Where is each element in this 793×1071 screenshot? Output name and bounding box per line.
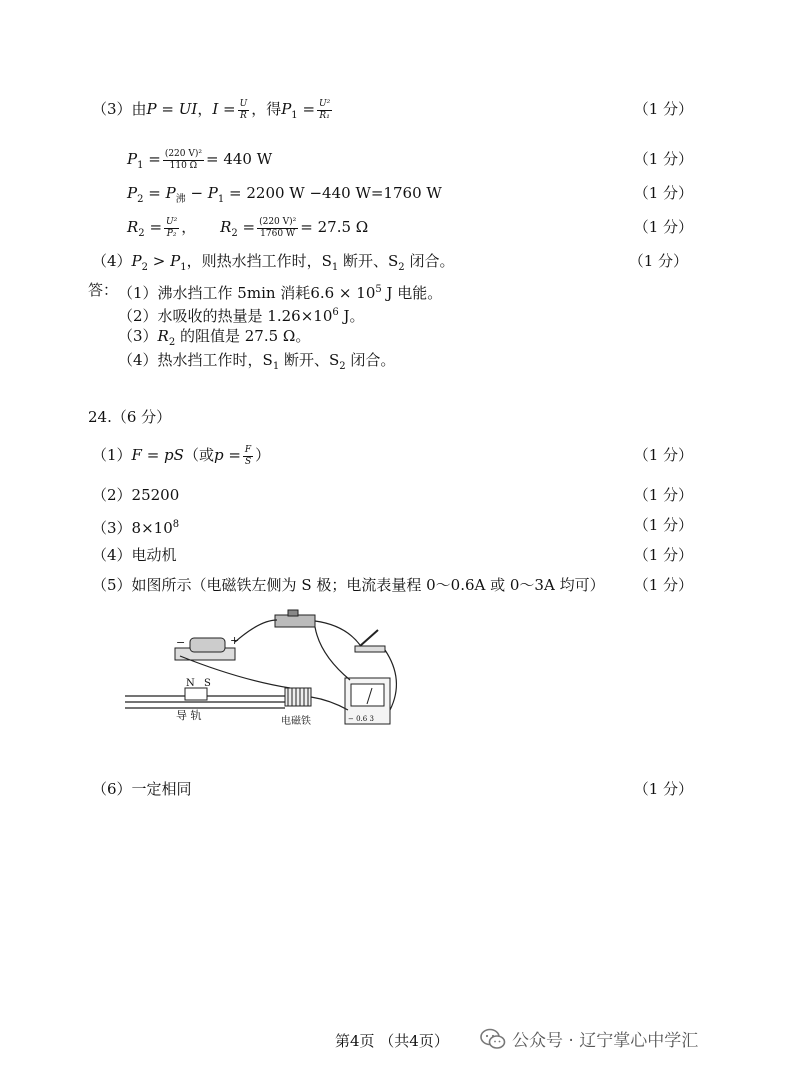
wechat-icon (480, 1028, 506, 1050)
switch-lever (360, 630, 378, 646)
q24-s3-text: $(3)8\times 10^8$ (92, 519, 180, 537)
ammeter-scale: − 0.6 3 (348, 715, 374, 723)
answer-line-4 (0, 347, 793, 373)
score: （1 分） (633, 150, 693, 168)
wire-battery-coil (180, 656, 290, 688)
score: （1 分） (633, 100, 693, 118)
magnet-s-label: S (204, 678, 211, 689)
q23-part3-line (0, 96, 793, 122)
score: （1 分） (633, 516, 693, 534)
q24-s6-line (0, 776, 793, 802)
answer-3: $(3)R_2$ 的阻值是 27.5 Ω。 (118, 327, 311, 348)
wire-rheostat-ammeter (315, 627, 350, 680)
circuit-diagram (120, 600, 420, 740)
score: （1 分） (633, 218, 693, 236)
q24-s5-line (0, 572, 793, 598)
battery-minus: − (176, 636, 186, 649)
q24-s4-text: （4）电动机 (92, 546, 177, 564)
switch-base (355, 646, 385, 652)
score: （1 分） (633, 486, 693, 504)
wire-battery-rheostat (235, 620, 277, 642)
p2-equation: $P_2 = P_沸 - P_1 = 2200$ W −440 W=1760 W (127, 184, 442, 205)
battery (190, 638, 225, 652)
answer-1: （1）沸水挡工作 5min 消耗$6.6 \times 10^5$ J 电能。 (118, 284, 443, 302)
q24-s6-text: （6）一定相同 (92, 780, 192, 798)
q23-p1-line (0, 146, 793, 172)
q24-s3-line (0, 512, 793, 538)
rail-label: 导 轨 (176, 709, 202, 722)
score: （1 分） (633, 184, 693, 202)
r2-equation: $R_2$ = $\frac{\text{U²}}{\text{P₂}}$ ， $R_2$ = $\frac{\text{(220 V)²}}{1760 W}$ = 27.5 Ω (127, 216, 369, 239)
answer-2: （2）水吸收的热量是 $1.26\times 10^6$ J。 (118, 307, 365, 325)
score: （1 分） (633, 780, 693, 798)
rheostat (275, 615, 315, 627)
q24-s2-text: （2）25200 (92, 486, 180, 504)
q24-header: 24.（6 分） (88, 408, 172, 426)
q24-s1-text: （1）F = pS（或p = $\frac{F}{S}$ ） (92, 444, 271, 467)
magnet-block (185, 688, 207, 700)
q24-header-line (0, 404, 793, 430)
q24-s1-line (0, 442, 793, 468)
answer-line-3 (0, 323, 793, 349)
electromagnet-label: 电磁铁 (281, 716, 311, 727)
p1-equation: $P_1$ = $\frac{\text{(220 V)²}}{110 \Omega}$ = 440 W (127, 148, 273, 171)
wire-coil-ammeter (311, 697, 348, 710)
q23-p2-line (0, 180, 793, 206)
page-number: 第4页 （共4页） (335, 1032, 449, 1050)
q24-s2-line (0, 482, 793, 508)
q23-r2-line (0, 214, 793, 240)
magnet-n-label: N (186, 678, 195, 689)
q24-s4-line (0, 542, 793, 568)
score: （1 分） (633, 546, 693, 564)
answer-4: （4）热水挡工作时，$S_1$ 断开、$S_2$ 闭合。 (118, 351, 396, 372)
wire-rheostat-switch (315, 621, 360, 645)
score: （1 分） (633, 576, 693, 594)
rheostat-slider (288, 610, 298, 616)
battery-plus: + (230, 634, 240, 647)
q23-part4-text: $(4)P_2 > P_1$，则热水挡工作时，$S_1$ 断开、$S_2$ 闭合。 (92, 252, 455, 273)
q24-s5-text: （5）如图所示（电磁铁左侧为 S 极；电流表量程 0～0.6A 或 0～3A 均可） (92, 576, 605, 594)
q23-part4-line (0, 248, 793, 274)
q23-part3-formula: （3）由P = UI，I = $\frac{U}{R}$ ，得$P_1$ = $\frac{\text{U²}}{\text{R₁}}$ (92, 98, 331, 121)
answer-label: 答： (88, 281, 119, 299)
watermark (480, 1026, 698, 1051)
watermark-text: 公众号 · 辽宁掌心中学汇 (512, 1031, 699, 1051)
electromagnet (285, 688, 311, 706)
score: （1 分） (633, 446, 693, 464)
score: （1 分） (628, 252, 688, 270)
